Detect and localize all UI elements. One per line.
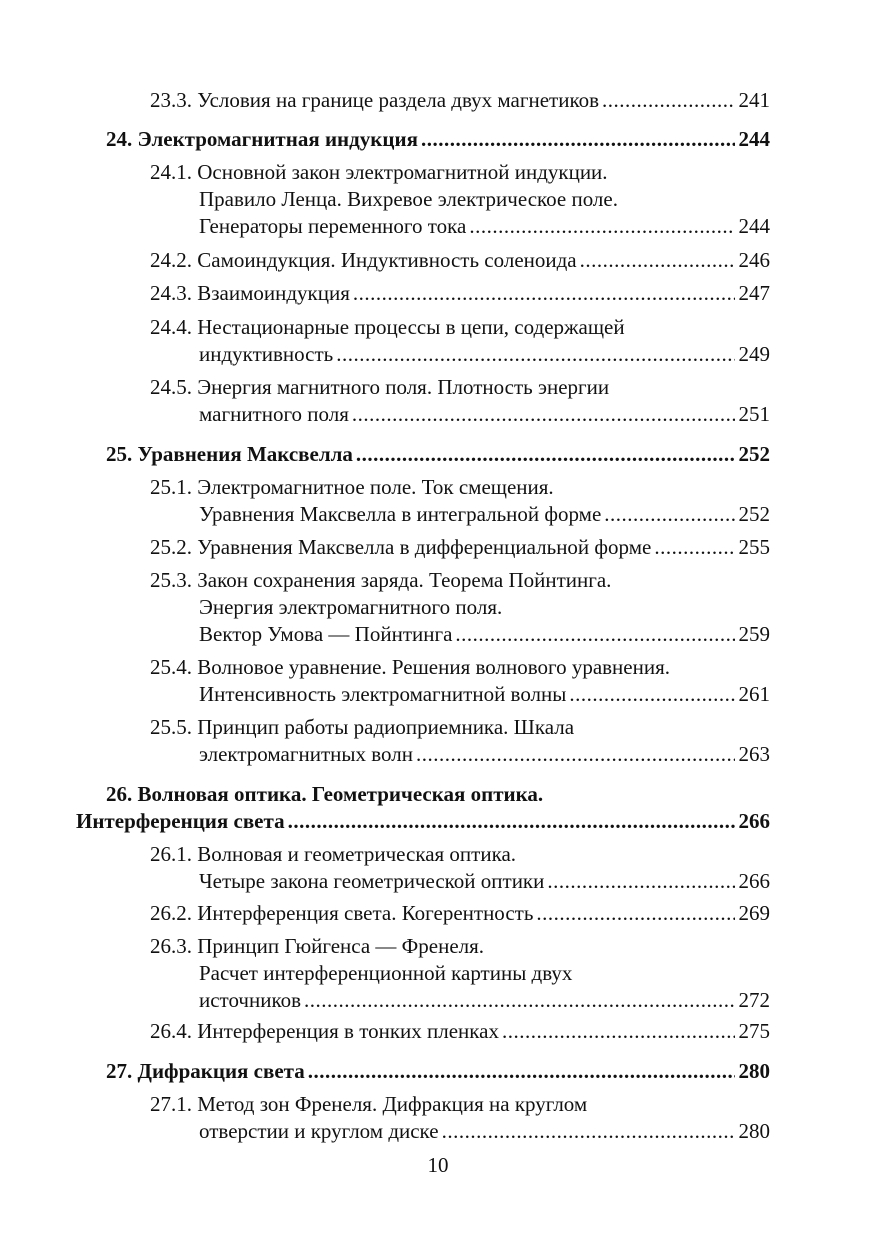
dot-leader [416,740,735,768]
toc-entry-24-5-line2: магнитного поля ..... 251 [199,400,770,428]
toc-entry-25-1-line1: 25.1. Электромагнитное поле. Ток смещения. [150,475,554,499]
page-ref: 266 [738,809,770,833]
dot-leader [580,246,735,274]
dot-leader [421,125,735,153]
page-ref: 280 [738,1119,770,1143]
toc-entry-25-5-line2: электромагнитных волн ..... 263 [199,740,770,768]
dot-leader [308,1057,735,1085]
page-ref: 272 [738,988,770,1012]
dot-leader [469,212,734,240]
toc-chapter-25: 25. Уравнения Максвелла ..... 252 [106,440,770,468]
dot-leader [288,807,735,835]
page-ref: 275 [738,1019,770,1043]
toc-entry-25-4-line1: 25.4. Волновое уравнение. Решения волнового уравнения. [150,655,670,679]
toc-entry-24-3: 24.3. Взаимоиндукция ..... 247 [150,279,770,307]
page-ref: 255 [738,535,770,559]
toc-entry-25-2: 25.2. Уравнения Максвелла в дифференциальной форме ..... 255 [150,533,770,561]
dot-leader [356,440,735,468]
toc-entry-25-5-line1: 25.5. Принцип работы радиоприемника. Шкала [150,715,575,739]
page-ref: 252 [738,442,770,466]
toc-entry-24-4-line2: индуктивность ..... 249 [199,340,770,368]
dot-leader [455,620,734,648]
page-ref: 269 [738,901,770,925]
page-ref: 247 [738,281,770,305]
toc-entry-24-1-line3: Генераторы переменного тока ..... 244 [199,212,770,240]
toc-entry-25-3-line1: 25.3. Закон сохранения заряда. Теорема Пойнтинга. [150,568,612,592]
dot-leader [547,867,734,895]
dot-leader [569,680,734,708]
toc-entry-25-3-line2: Энергия электромагнитного поля. [199,595,503,619]
dot-leader [304,986,734,1014]
toc-entry-26-1-line2: Четыре закона геометрической оптики ..... 266 [199,867,770,895]
dot-leader [602,86,734,114]
toc-chapter-27: 27. Дифракция света ..... 280 [106,1057,770,1085]
toc-entry-24-1-line2: Правило Ленца. Вихревое электрическое поле. [199,187,618,211]
dot-leader [536,899,734,927]
toc-entry-23-3: 23.3. Условия на границе раздела двух магнетиков ..... 241 [150,86,770,114]
toc-entry-26-3-line1: 26.3. Принцип Гюйгенса — Френеля. [150,934,485,958]
dot-leader [336,340,734,368]
dot-leader [442,1117,735,1145]
page-ref: 263 [738,742,770,766]
page-ref: 244 [738,127,770,151]
page-ref: 280 [738,1059,770,1083]
page-ref: 261 [738,682,770,706]
page-ref: 252 [738,502,770,526]
toc-entry-27-1-line1: 27.1. Метод зон Френеля. Дифракция на круглом [150,1092,588,1116]
page-ref: 259 [738,622,770,646]
toc-entry-26-4: 26.4. Интерференция в тонких пленках ..... 275 [150,1017,770,1045]
toc-entry-24-2: 24.2. Самоиндукция. Индуктивность соленоида ..... 246 [150,246,770,274]
toc-entry-27-1-line2: отверстии и круглом диске ..... 280 [199,1117,770,1145]
toc-entry-26-3-line3: источников ..... 272 [199,986,770,1014]
toc-entry-26-3-line2: Расчет интерференционной картины двух [199,961,573,985]
dot-leader [352,400,735,428]
toc-entry-25-1-line2: Уравнения Максвелла в интегральной форме ..... 252 [199,500,770,528]
page-ref: 266 [738,869,770,893]
toc-entry-24-5-line1: 24.5. Энергия магнитного поля. Плотность энергии [150,375,610,399]
toc-entry-25-4-line2: Интенсивность электромагнитной волны ..... 261 [199,680,770,708]
page-ref: 241 [738,88,770,112]
toc-chapter-26-line2: Интерференция света ..... 266 [76,807,770,835]
toc-entry-26-1-line1: 26.1. Волновая и геометрическая оптика. [150,842,517,866]
toc-chapter-24: 24. Электромагнитная индукция ..... 244 [106,125,770,153]
dot-leader [502,1017,734,1045]
dot-leader [654,533,734,561]
page-ref: 244 [738,214,770,238]
toc-entry-26-2: 26.2. Интерференция света. Когерентность ..... 269 [150,899,770,927]
dot-leader [353,279,735,307]
toc-chapter-26-line1: 26. Волновая оптика. Геометрическая оптика. [106,782,544,806]
page-ref: 246 [738,248,770,272]
page-ref: 251 [738,402,770,426]
toc-entry-25-3-line3: Вектор Умова — Пойнтинга ..... 259 [199,620,770,648]
dot-leader [604,500,734,528]
toc-entry-24-4-line1: 24.4. Нестационарные процессы в цепи, содержащей [150,315,625,339]
page-ref: 249 [738,342,770,366]
toc-entry-24-1-line1: 24.1. Основной закон электромагнитной индукции. [150,160,608,184]
page-number: 10 [427,1153,449,1177]
